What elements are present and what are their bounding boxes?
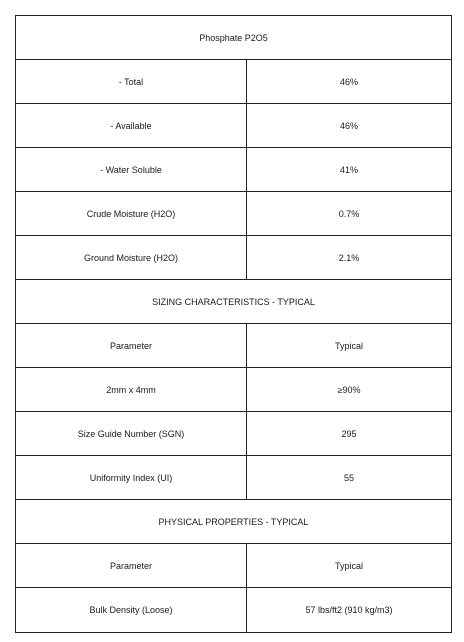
table-row bbox=[16, 192, 452, 236]
section-row-physical bbox=[16, 500, 452, 544]
table-row bbox=[16, 104, 452, 148]
section-title: PHYSICAL PROPERTIES - TYPICAL bbox=[16, 500, 452, 544]
section-row-phosphate bbox=[16, 16, 452, 60]
typical-header: Typical bbox=[247, 544, 452, 588]
parameter-cell: - Water Soluble bbox=[16, 148, 247, 192]
parameter-cell: 2mm x 4mm bbox=[16, 368, 247, 412]
value-cell: 295 bbox=[247, 412, 452, 456]
table-row bbox=[16, 368, 452, 412]
parameter-cell: - Total bbox=[16, 60, 247, 104]
table-row bbox=[16, 412, 452, 456]
value-cell: 46% bbox=[247, 60, 452, 104]
table-row bbox=[16, 60, 452, 104]
section-title: Phosphate P2O5 bbox=[16, 16, 452, 60]
value-cell: 41% bbox=[247, 148, 452, 192]
parameter-cell: Uniformity Index (UI) bbox=[16, 456, 247, 500]
section-row-sizing bbox=[16, 280, 452, 324]
column-header-row bbox=[16, 324, 452, 368]
section-title: SIZING CHARACTERISTICS - TYPICAL bbox=[16, 280, 452, 324]
table-row bbox=[16, 456, 452, 500]
value-cell: 46% bbox=[247, 104, 452, 148]
specification-table bbox=[15, 15, 452, 633]
typical-header: Typical bbox=[247, 324, 452, 368]
value-cell: 55 bbox=[247, 456, 452, 500]
value-cell: ≥90% bbox=[247, 368, 452, 412]
parameter-header: Parameter bbox=[16, 324, 247, 368]
parameter-cell: Size Guide Number (SGN) bbox=[16, 412, 247, 456]
parameter-cell: - Available bbox=[16, 104, 247, 148]
parameter-cell: Bulk Density (Loose) bbox=[16, 588, 247, 633]
value-cell: 2.1% bbox=[247, 236, 452, 280]
value-cell: 57 lbs/ft2 (910 kg/m3) bbox=[247, 588, 452, 633]
parameter-header: Parameter bbox=[16, 544, 247, 588]
table-row bbox=[16, 236, 452, 280]
column-header-row bbox=[16, 544, 452, 588]
parameter-cell: Ground Moisture (H2O) bbox=[16, 236, 247, 280]
table-row bbox=[16, 148, 452, 192]
value-cell: 0.7% bbox=[247, 192, 452, 236]
parameter-cell: Crude Moisture (H2O) bbox=[16, 192, 247, 236]
table-row bbox=[16, 588, 452, 633]
